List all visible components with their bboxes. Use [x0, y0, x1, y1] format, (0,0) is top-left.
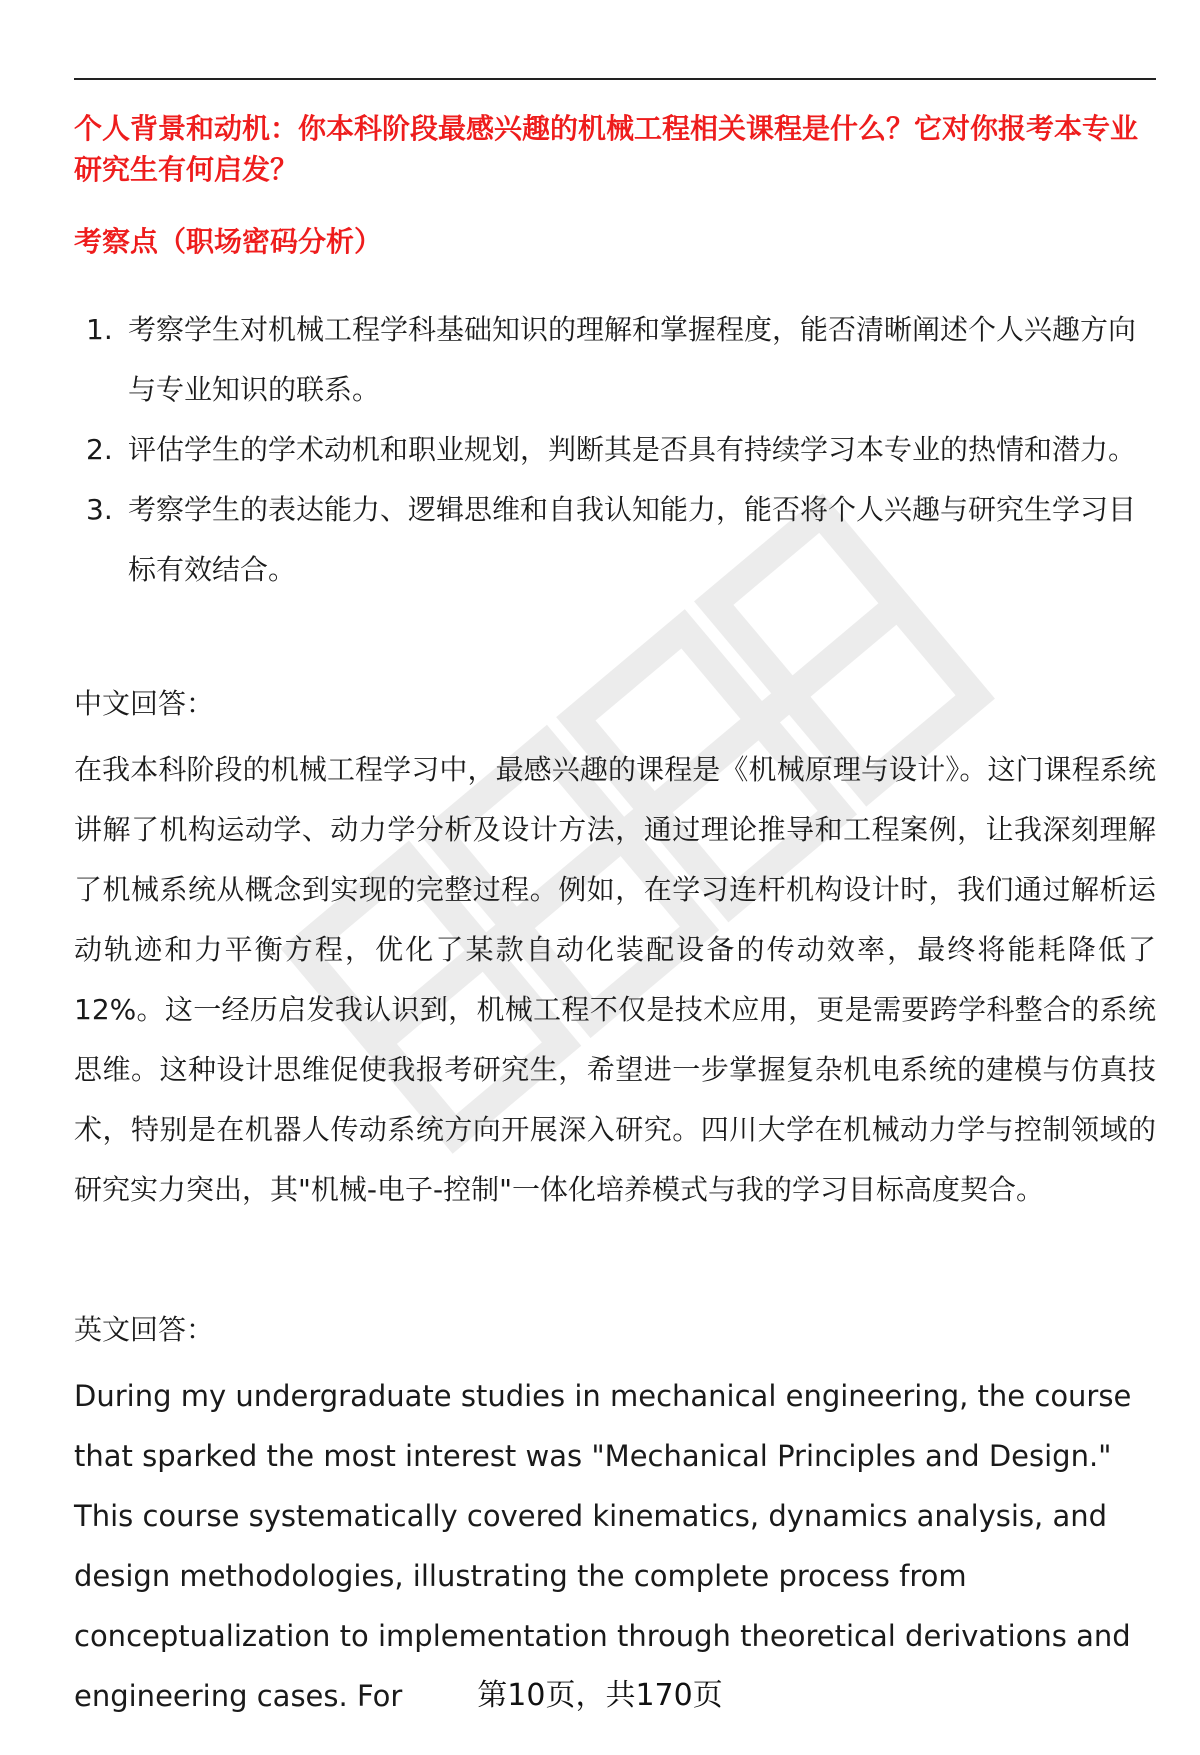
- list-item-text: 评估学生的学术动机和职业规划，判断其是否具有持续学习本专业的热情和潜力。: [128, 433, 1137, 466]
- english-answer-text: During my undergraduate studies in mechanical engineering, the course that sparked the most interest was "Mechanical Principles and Design." This course systematically covered kinematics, dynamics analysis, and design methodologies, illustrating the complete process from conceptualization to implementation through theoretical derivations and engineering cases. For: [74, 1379, 1132, 1713]
- list-item-text: 考察学生对机械工程学科基础知识的理解和掌握程度，能否清晰阐述个人兴趣方向与专业知识的联系。: [128, 313, 1137, 406]
- list-item: [74, 480, 1156, 600]
- english-answer-label: 英文回答：: [74, 1313, 215, 1346]
- top-divider: [74, 78, 1156, 80]
- list-item: [74, 420, 1156, 480]
- question-heading: 个人背景和动机：你本科阶段最感兴趣的机械工程相关课程是什么？它对你报考本专业研究生有何启发？: [74, 112, 1139, 186]
- page-number: 第10页，共170页: [477, 1678, 723, 1713]
- list-item-text: 考察学生的表达能力、逻辑思维和自我认知能力，能否将个人兴趣与研究生学习目标有效结合。: [128, 493, 1137, 586]
- list-item-number: 1.: [86, 313, 113, 346]
- list-item-number: 2.: [86, 433, 113, 466]
- list-item: [74, 300, 1156, 420]
- chinese-answer-label: 中文回答：: [74, 687, 215, 720]
- exam-points-list: [74, 300, 1156, 600]
- exam-points-heading: 考察点（职场密码分析）: [74, 225, 383, 258]
- chinese-answer-text: 在我本科阶段的机械工程学习中，最感兴趣的课程是《机械原理与设计》。这门课程系统讲解了机构运动学、动力学分析及设计方法，通过理论推导和工程案例，让我深刻理解了机械系统从概念到实现的完整过程。例如，在学习连杆机构设计时，我们通过解析运动轨迹和力平衡方程，优化了某款自动化装配设备的传动效率，最终将能耗降低了12%。这一经历启发我认识到，机械工程不仅是技术应用，更是需要跨学科整合的系统思维。这种设计思维促使我报考研究生，希望进一步掌握复杂机电系统的建模与仿真技术，特别是在机器人传动系统方向开展深入研究。四川大学在机械动力学与控制领域的研究实力突出，其"机械-电子-控制"一体化培养模式与我的学习目标高度契合。: [74, 753, 1156, 1206]
- list-item-number: 3.: [86, 493, 113, 526]
